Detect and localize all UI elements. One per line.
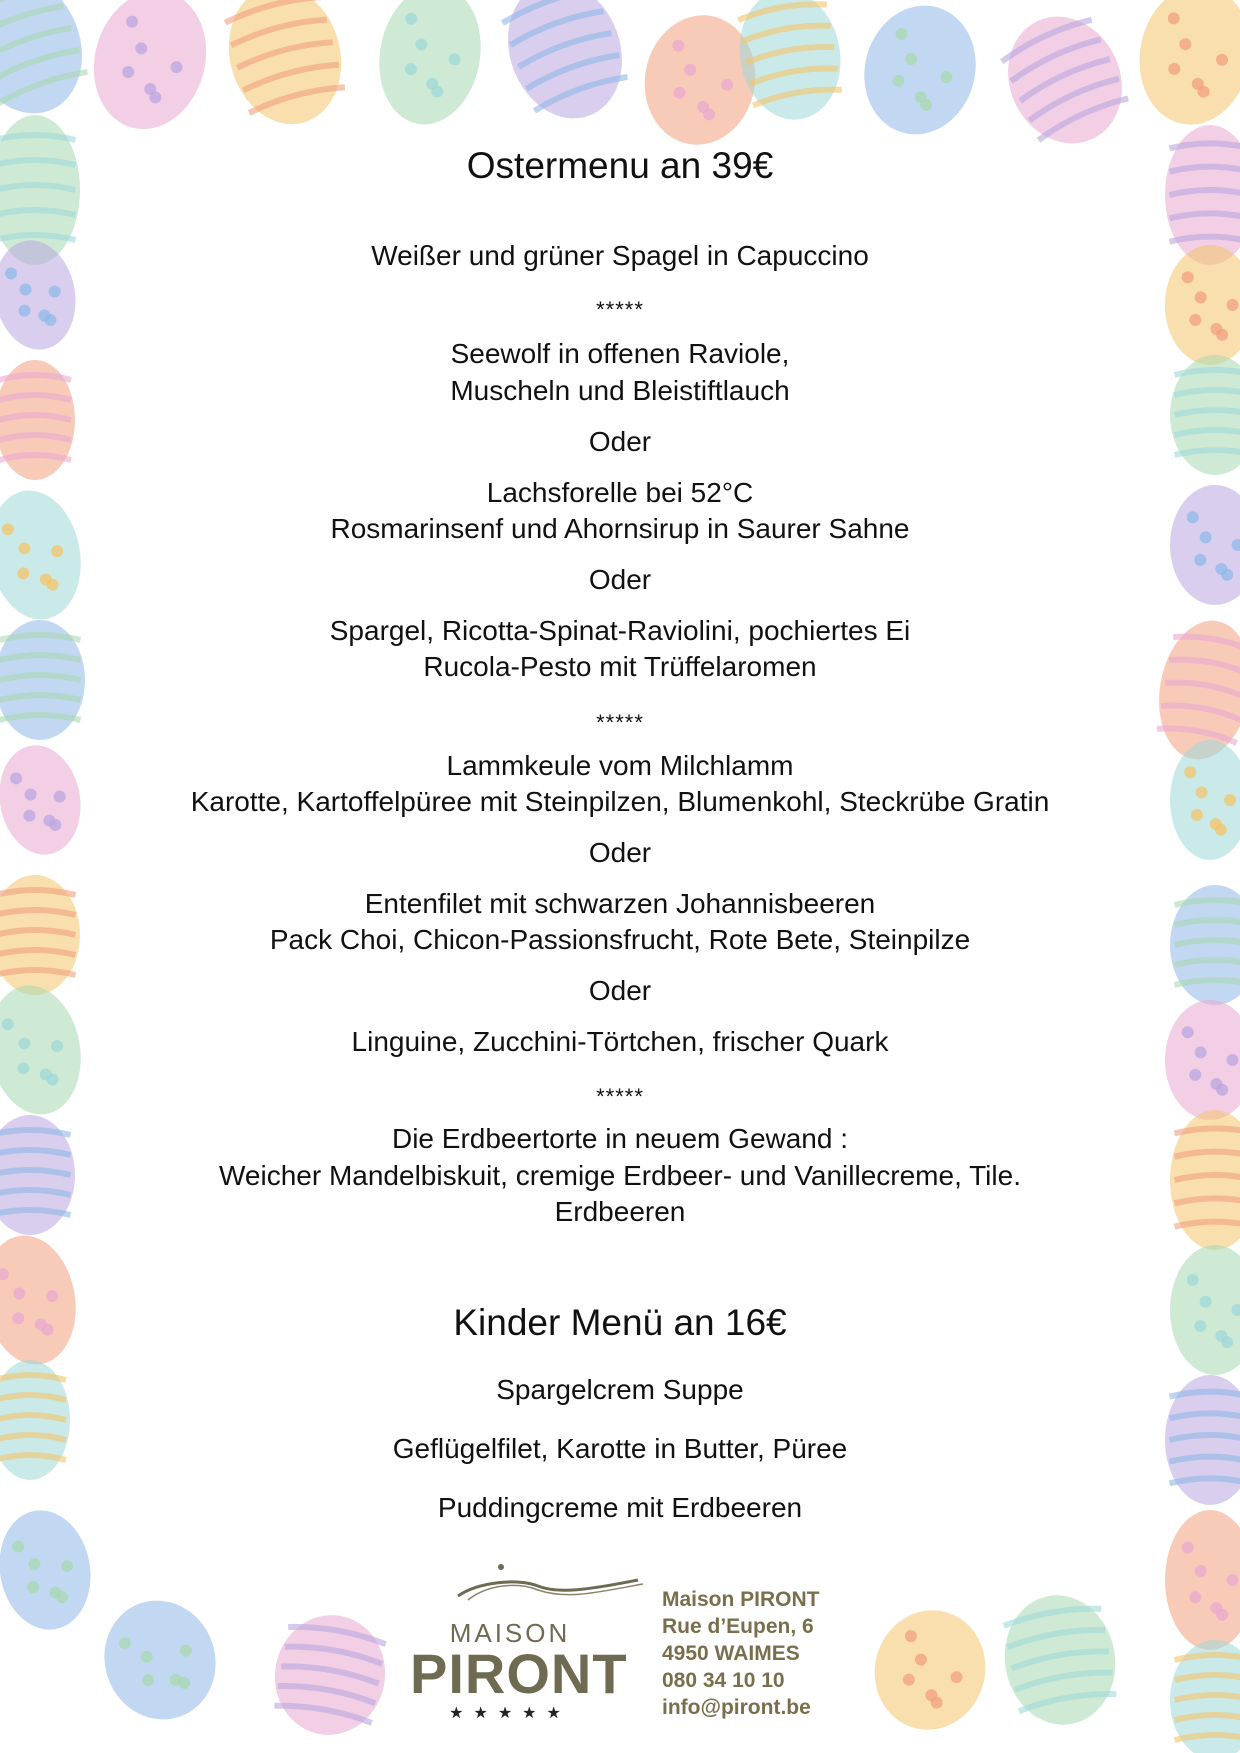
or-separator: Oder bbox=[588, 837, 652, 868]
easter-egg-icon bbox=[0, 1228, 86, 1372]
contact-email[interactable]: info@piront.be bbox=[662, 1696, 811, 1719]
kids-menu-title: Kinder Menü an 16€ bbox=[453, 1302, 787, 1343]
logo-piront-text: PIRONT bbox=[410, 1642, 628, 1705]
easter-egg-icon bbox=[1170, 885, 1240, 1005]
easter-egg-icon bbox=[1170, 1640, 1240, 1753]
veg-option-line1: Spargel, Ricotta-Spinat-Raviolini, pochiertes Ei bbox=[329, 615, 911, 646]
or-separator: Oder bbox=[588, 975, 652, 1006]
kids-item-3: Puddingcreme mit Erdbeeren bbox=[437, 1492, 803, 1523]
easter-egg-icon bbox=[0, 978, 91, 1122]
easter-egg-icon bbox=[0, 1360, 70, 1480]
starter: Weißer und grüner Spagel in Capuccino bbox=[371, 240, 869, 271]
logo-maison-text: MAISON bbox=[449, 1618, 571, 1648]
dessert-line1: Die Erdbeertorte in neuem Gewand : bbox=[391, 1123, 849, 1154]
course-separator: ***** bbox=[596, 1084, 644, 1109]
easter-egg-icon bbox=[995, 1586, 1126, 1733]
easter-egg-icon bbox=[1170, 1110, 1240, 1250]
contact-name: Maison PIRONT bbox=[662, 1588, 820, 1611]
easter-egg-icon bbox=[1170, 485, 1240, 605]
course-separator: ***** bbox=[596, 297, 644, 322]
easter-egg-icon bbox=[0, 483, 91, 627]
main-option-3: Linguine, Zucchini-Törtchen, frischer Quark bbox=[351, 1026, 889, 1057]
easter-egg-icon bbox=[0, 360, 75, 480]
main-option-2-line1: Entenfilet mit schwarzen Johannisbeeren bbox=[364, 888, 876, 919]
easter-egg-icon bbox=[0, 1115, 75, 1235]
easter-egg-icon bbox=[0, 739, 89, 861]
easter-egg-icon bbox=[1170, 1245, 1240, 1375]
easter-egg-icon bbox=[850, 0, 990, 147]
contact-street: Rue d’Eupen, 6 bbox=[662, 1615, 814, 1638]
easter-egg-icon bbox=[0, 234, 84, 356]
easter-egg-icon bbox=[88, 1585, 232, 1735]
easter-egg-icon bbox=[1165, 1000, 1240, 1120]
course-separator: ***** bbox=[596, 710, 644, 735]
easter-egg-icon bbox=[0, 875, 80, 995]
easter-egg-icon bbox=[214, 0, 356, 137]
easter-egg-icon bbox=[1165, 125, 1240, 265]
easter-egg-icon bbox=[489, 0, 640, 135]
maison-piront-logo bbox=[410, 1560, 650, 1720]
adult-menu-title: Ostermenu an 39€ bbox=[466, 145, 774, 186]
easter-egg-icon bbox=[1129, 0, 1240, 133]
easter-egg-icon bbox=[369, 0, 492, 133]
easter-egg-icon bbox=[79, 0, 221, 142]
veg-option-line2: Rucola-Pesto mit Trüffelaromen bbox=[423, 651, 817, 682]
dessert-line3: Erdbeeren bbox=[554, 1196, 686, 1227]
contact-block bbox=[662, 1586, 892, 1721]
easter-egg-icon bbox=[1165, 1375, 1240, 1505]
fish-option-2-line2: Rosmarinsenf und Ahornsirup in Saurer Sahne bbox=[330, 513, 910, 544]
fish-option-1-line1: Seewolf in offenen Raviole, bbox=[450, 338, 790, 369]
easter-egg-icon bbox=[1149, 613, 1240, 767]
easter-egg-icon bbox=[0, 0, 101, 130]
easter-egg-icon bbox=[988, 0, 1143, 162]
kids-item-2: Geflügelfilet, Karotte in Butter, Püree bbox=[392, 1433, 848, 1464]
main-option-2-line2: Pack Choi, Chicon-Passionsfrucht, Rote Bete, Steinpilze bbox=[269, 924, 971, 955]
fish-option-1-line2: Muscheln und Bleistiftlauch bbox=[450, 375, 790, 406]
main-option-1-line2: Karotte, Kartoffelpüree mit Steinpilzen, Blumenkohl, Steckrübe Gratin bbox=[190, 786, 1050, 817]
easter-egg-icon bbox=[265, 1606, 394, 1743]
or-separator: Oder bbox=[588, 564, 652, 595]
easter-egg-icon bbox=[0, 1503, 100, 1637]
logo-stars: ★★★★★ bbox=[449, 1705, 571, 1722]
main-option-1-line1: Lammkeule vom Milchlamm bbox=[446, 750, 794, 781]
cloche-swoosh-icon bbox=[438, 1560, 648, 1620]
easter-egg-icon bbox=[1170, 355, 1240, 475]
kids-item-1: Spargelcrem Suppe bbox=[496, 1374, 744, 1405]
easter-egg-icon bbox=[1170, 740, 1240, 860]
easter-egg-icon bbox=[1165, 245, 1240, 365]
fish-option-2-line1: Lachsforelle bei 52°C bbox=[486, 477, 754, 508]
contact-phone: 080 34 10 10 bbox=[662, 1669, 785, 1692]
dessert-line2: Weicher Mandelbiskuit, cremige Erdbeer- und Vanillecreme, Tile. bbox=[219, 1160, 1021, 1191]
easter-egg-icon bbox=[0, 620, 85, 740]
or-separator: Oder bbox=[588, 426, 652, 457]
easter-egg-icon bbox=[1165, 1510, 1240, 1650]
contact-city: 4950 WAIMES bbox=[662, 1642, 800, 1665]
